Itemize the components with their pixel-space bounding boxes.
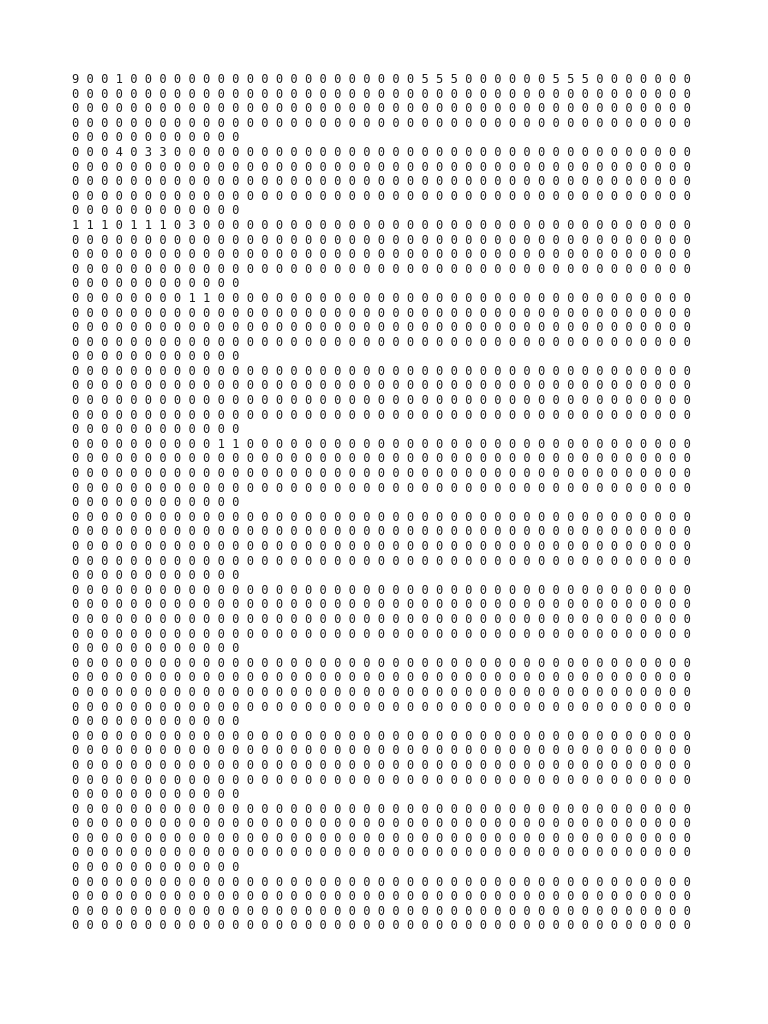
record-7 [72,510,712,583]
text-line: 0 0 0 0 0 0 0 0 0 0 0 0 0 0 0 0 0 0 0 0 0 0 0 0 0 0 0 0 0 0 0 0 0 0 0 0 0 0 0 0 0 0 0 [72,830,691,845]
text-line: 0 0 0 0 0 0 0 0 0 0 0 0 0 0 0 0 0 0 0 0 0 0 0 0 0 0 0 0 0 0 0 0 0 0 0 0 0 0 0 0 0 0 0 [72,320,691,335]
text-line: 0 0 0 0 0 0 0 0 0 0 0 0 [72,641,240,656]
text-line: 0 0 0 0 0 0 0 0 0 0 0 0 0 0 0 0 0 0 0 0 0 0 0 0 0 0 0 0 0 0 0 0 0 0 0 0 0 0 0 0 0 0 0 [72,232,691,247]
text-line: 0 0 0 0 0 0 0 0 0 0 0 0 0 0 0 0 0 0 0 0 0 0 0 0 0 0 0 0 0 0 0 0 0 0 0 0 0 0 0 0 0 0 0 [72,874,691,889]
record-2 [72,145,712,218]
text-line: 0 0 0 0 0 0 0 0 0 0 0 0 0 0 0 0 0 0 0 0 0 0 0 0 0 0 0 0 0 0 0 0 0 0 0 0 0 0 0 0 0 0 0 [72,597,691,612]
text-line: 0 0 0 0 0 0 0 0 0 0 0 0 [72,276,240,291]
text-line: 0 0 0 0 0 0 0 0 0 0 0 0 0 0 0 0 0 0 0 0 0 0 0 0 0 0 0 0 0 0 0 0 0 0 0 0 0 0 0 0 0 0 0 [72,305,691,320]
text-line: 0 0 0 0 0 0 0 0 0 0 0 0 [72,568,240,583]
text-line: 0 0 0 0 0 0 0 0 0 0 0 0 [72,860,240,875]
text-line: 0 0 0 0 0 0 0 0 0 0 0 0 0 0 0 0 0 0 0 0 0 0 0 0 0 0 0 0 0 0 0 0 0 0 0 0 0 0 0 0 0 0 0 [72,611,691,626]
record-1 [72,72,712,145]
text-line: 0 0 0 0 0 0 0 0 0 0 0 0 [72,203,240,218]
text-line: 0 0 0 0 0 0 0 0 0 0 0 0 0 0 0 0 0 0 0 0 0 0 0 0 0 0 0 0 0 0 0 0 0 0 0 0 0 0 0 0 0 0 0 [72,845,691,860]
text-line: 0 0 0 0 0 0 0 0 0 0 0 0 0 0 0 0 0 0 0 0 0 0 0 0 0 0 0 0 0 0 0 0 0 0 0 0 0 0 0 0 0 0 0 [72,903,691,918]
record-6 [72,437,712,510]
text-line: 0 0 0 0 0 0 0 0 0 0 0 0 0 0 0 0 0 0 0 0 0 0 0 0 0 0 0 0 0 0 0 0 0 0 0 0 0 0 0 0 0 0 0 [72,684,691,699]
record-9 [72,656,712,729]
text-line: 0 0 0 0 0 0 0 0 0 0 0 0 0 0 0 0 0 0 0 0 0 0 0 0 0 0 0 0 0 0 0 0 0 0 0 0 0 0 0 0 0 0 0 [72,553,691,568]
record-5 [72,364,712,437]
text-line: 0 0 0 0 0 0 0 0 0 0 0 0 0 0 0 0 0 0 0 0 0 0 0 0 0 0 0 0 0 0 0 0 0 0 0 0 0 0 0 0 0 0 0 [72,188,691,203]
text-line: 0 0 0 0 0 0 0 0 0 0 0 0 [72,495,240,510]
text-line: 0 0 0 0 0 0 0 0 1 1 0 0 0 0 0 0 0 0 0 0 0 0 0 0 0 0 0 0 0 0 0 0 0 0 0 0 0 0 0 0 0 0 0 [72,290,691,305]
text-line: 0 0 0 0 0 0 0 0 0 0 0 0 0 0 0 0 0 0 0 0 0 0 0 0 0 0 0 0 0 0 0 0 0 0 0 0 0 0 0 0 0 0 0 [72,115,691,130]
text-line: 0 0 0 0 0 0 0 0 0 0 0 0 0 0 0 0 0 0 0 0 0 0 0 0 0 0 0 0 0 0 0 0 0 0 0 0 0 0 0 0 0 0 0 [72,524,691,539]
text-line: 0 0 0 0 0 0 0 0 0 0 0 0 0 0 0 0 0 0 0 0 0 0 0 0 0 0 0 0 0 0 0 0 0 0 0 0 0 0 0 0 0 0 0 [72,407,691,422]
text-line: 0 0 0 0 0 0 0 0 0 0 1 1 0 0 0 0 0 0 0 0 0 0 0 0 0 0 0 0 0 0 0 0 0 0 0 0 0 0 0 0 0 0 0 [72,436,691,451]
text-line: 0 0 0 0 0 0 0 0 0 0 0 0 0 0 0 0 0 0 0 0 0 0 0 0 0 0 0 0 0 0 0 0 0 0 0 0 0 0 0 0 0 0 0 [72,743,691,758]
text-line: 0 0 0 0 0 0 0 0 0 0 0 0 0 0 0 0 0 0 0 0 0 0 0 0 0 0 0 0 0 0 0 0 0 0 0 0 0 0 0 0 0 0 0 [72,509,691,524]
text-line: 0 0 0 0 0 0 0 0 0 0 0 0 [72,714,240,729]
text-line: 0 0 0 0 0 0 0 0 0 0 0 0 [72,422,240,437]
record-4 [72,291,712,364]
text-line: 0 0 0 0 0 0 0 0 0 0 0 0 0 0 0 0 0 0 0 0 0 0 0 0 0 0 0 0 0 0 0 0 0 0 0 0 0 0 0 0 0 0 0 [72,772,691,787]
record-12 [72,875,712,933]
text-line: 0 0 0 0 0 0 0 0 0 0 0 0 0 0 0 0 0 0 0 0 0 0 0 0 0 0 0 0 0 0 0 0 0 0 0 0 0 0 0 0 0 0 0 [72,889,691,904]
number-grid-document [72,72,712,933]
text-line: 0 0 0 0 0 0 0 0 0 0 0 0 0 0 0 0 0 0 0 0 0 0 0 0 0 0 0 0 0 0 0 0 0 0 0 0 0 0 0 0 0 0 0 [72,699,691,714]
text-line: 0 0 0 0 0 0 0 0 0 0 0 0 0 0 0 0 0 0 0 0 0 0 0 0 0 0 0 0 0 0 0 0 0 0 0 0 0 0 0 0 0 0 0 [72,801,691,816]
text-line: 0 0 0 0 0 0 0 0 0 0 0 0 0 0 0 0 0 0 0 0 0 0 0 0 0 0 0 0 0 0 0 0 0 0 0 0 0 0 0 0 0 0 0 [72,393,691,408]
text-line: 0 0 0 0 0 0 0 0 0 0 0 0 0 0 0 0 0 0 0 0 0 0 0 0 0 0 0 0 0 0 0 0 0 0 0 0 0 0 0 0 0 0 0 [72,363,691,378]
text-line: 0 0 0 0 0 0 0 0 0 0 0 0 0 0 0 0 0 0 0 0 0 0 0 0 0 0 0 0 0 0 0 0 0 0 0 0 0 0 0 0 0 0 0 [72,86,691,101]
text-line: 0 0 0 0 0 0 0 0 0 0 0 0 0 0 0 0 0 0 0 0 0 0 0 0 0 0 0 0 0 0 0 0 0 0 0 0 0 0 0 0 0 0 0 [72,918,691,933]
record-11 [72,802,712,875]
text-line: 0 0 0 4 0 3 3 0 0 0 0 0 0 0 0 0 0 0 0 0 0 0 0 0 0 0 0 0 0 0 0 0 0 0 0 0 0 0 0 0 0 0 0 [72,144,691,159]
text-line: 0 0 0 0 0 0 0 0 0 0 0 0 0 0 0 0 0 0 0 0 0 0 0 0 0 0 0 0 0 0 0 0 0 0 0 0 0 0 0 0 0 0 0 [72,757,691,772]
text-line: 0 0 0 0 0 0 0 0 0 0 0 0 0 0 0 0 0 0 0 0 0 0 0 0 0 0 0 0 0 0 0 0 0 0 0 0 0 0 0 0 0 0 0 [72,728,691,743]
text-line: 0 0 0 0 0 0 0 0 0 0 0 0 0 0 0 0 0 0 0 0 0 0 0 0 0 0 0 0 0 0 0 0 0 0 0 0 0 0 0 0 0 0 0 [72,539,691,553]
text-line: 0 0 0 0 0 0 0 0 0 0 0 0 0 0 0 0 0 0 0 0 0 0 0 0 0 0 0 0 0 0 0 0 0 0 0 0 0 0 0 0 0 0 0 [72,378,691,393]
text-line: 1 1 1 0 1 1 1 0 3 0 0 0 0 0 0 0 0 0 0 0 0 0 0 0 0 0 0 0 0 0 0 0 0 0 0 0 0 0 0 0 0 0 0 [72,217,691,232]
text-line: 0 0 0 0 0 0 0 0 0 0 0 0 0 0 0 0 0 0 0 0 0 0 0 0 0 0 0 0 0 0 0 0 0 0 0 0 0 0 0 0 0 0 0 [72,334,691,349]
text-line: 0 0 0 0 0 0 0 0 0 0 0 0 0 0 0 0 0 0 0 0 0 0 0 0 0 0 0 0 0 0 0 0 0 0 0 0 0 0 0 0 0 0 0 [72,480,691,495]
record-10 [72,729,712,802]
text-line: 0 0 0 0 0 0 0 0 0 0 0 0 0 0 0 0 0 0 0 0 0 0 0 0 0 0 0 0 0 0 0 0 0 0 0 0 0 0 0 0 0 0 0 [72,466,691,481]
text-line: 0 0 0 0 0 0 0 0 0 0 0 0 0 0 0 0 0 0 0 0 0 0 0 0 0 0 0 0 0 0 0 0 0 0 0 0 0 0 0 0 0 0 0 [72,670,691,685]
record-8 [72,583,712,656]
text-line: 0 0 0 0 0 0 0 0 0 0 0 0 0 0 0 0 0 0 0 0 0 0 0 0 0 0 0 0 0 0 0 0 0 0 0 0 0 0 0 0 0 0 0 [72,655,691,670]
text-line: 0 0 0 0 0 0 0 0 0 0 0 0 [72,349,240,364]
text-line: 0 0 0 0 0 0 0 0 0 0 0 0 0 0 0 0 0 0 0 0 0 0 0 0 0 0 0 0 0 0 0 0 0 0 0 0 0 0 0 0 0 0 0 [72,261,691,276]
text-line: 9 0 0 1 0 0 0 0 0 0 0 0 0 0 0 0 0 0 0 0 0 0 0 0 5 5 5 0 0 0 0 0 0 5 5 5 0 0 0 0 0 0 0 [72,72,691,86]
record-3 [72,218,712,291]
text-line: 0 0 0 0 0 0 0 0 0 0 0 0 0 0 0 0 0 0 0 0 0 0 0 0 0 0 0 0 0 0 0 0 0 0 0 0 0 0 0 0 0 0 0 [72,451,691,466]
text-line: 0 0 0 0 0 0 0 0 0 0 0 0 0 0 0 0 0 0 0 0 0 0 0 0 0 0 0 0 0 0 0 0 0 0 0 0 0 0 0 0 0 0 0 [72,247,691,262]
text-line: 0 0 0 0 0 0 0 0 0 0 0 0 0 0 0 0 0 0 0 0 0 0 0 0 0 0 0 0 0 0 0 0 0 0 0 0 0 0 0 0 0 0 0 [72,159,691,174]
text-line: 0 0 0 0 0 0 0 0 0 0 0 0 0 0 0 0 0 0 0 0 0 0 0 0 0 0 0 0 0 0 0 0 0 0 0 0 0 0 0 0 0 0 0 [72,101,691,116]
text-line: 0 0 0 0 0 0 0 0 0 0 0 0 0 0 0 0 0 0 0 0 0 0 0 0 0 0 0 0 0 0 0 0 0 0 0 0 0 0 0 0 0 0 0 [72,582,691,597]
text-line: 0 0 0 0 0 0 0 0 0 0 0 0 0 0 0 0 0 0 0 0 0 0 0 0 0 0 0 0 0 0 0 0 0 0 0 0 0 0 0 0 0 0 0 [72,816,691,831]
text-line: 0 0 0 0 0 0 0 0 0 0 0 0 0 0 0 0 0 0 0 0 0 0 0 0 0 0 0 0 0 0 0 0 0 0 0 0 0 0 0 0 0 0 0 [72,174,691,189]
text-line: 0 0 0 0 0 0 0 0 0 0 0 0 [72,787,240,802]
text-line: 0 0 0 0 0 0 0 0 0 0 0 0 0 0 0 0 0 0 0 0 0 0 0 0 0 0 0 0 0 0 0 0 0 0 0 0 0 0 0 0 0 0 0 [72,626,691,641]
text-line: 0 0 0 0 0 0 0 0 0 0 0 0 [72,130,240,145]
